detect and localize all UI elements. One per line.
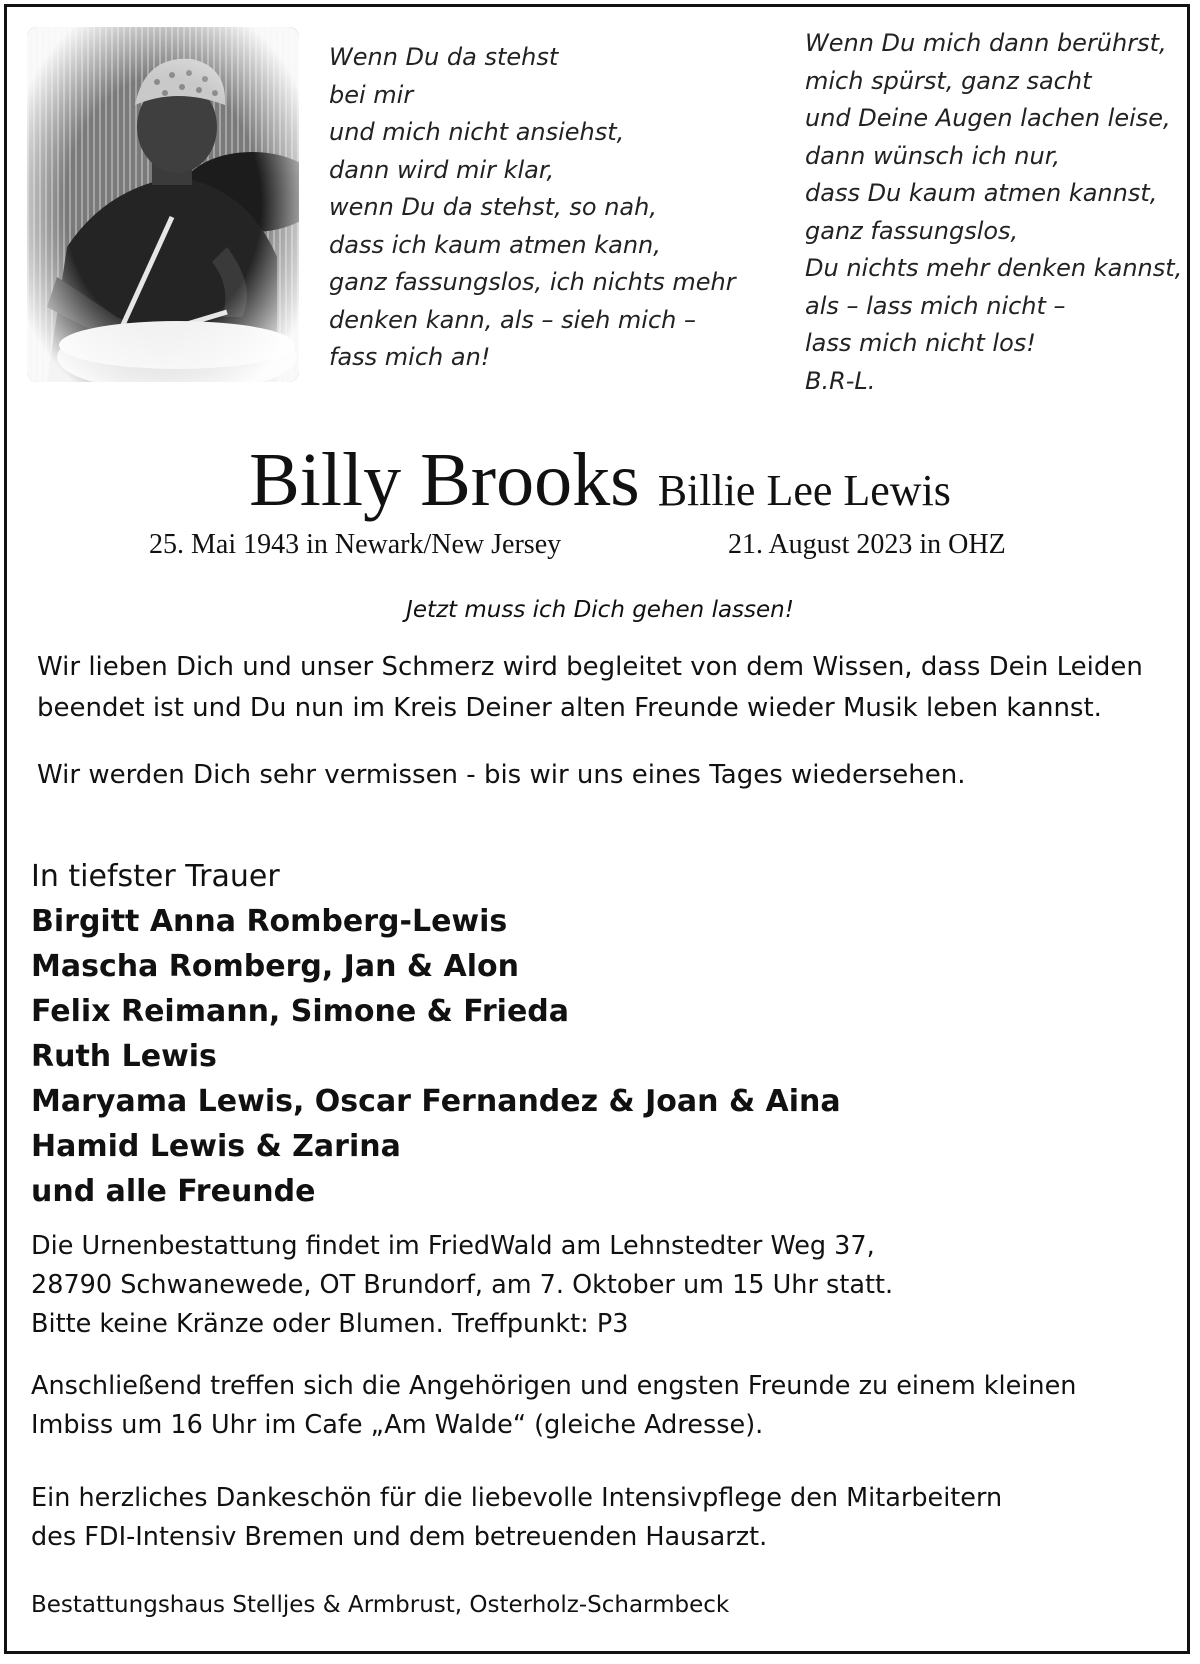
mourner-name: Ruth Lewis — [31, 1039, 217, 1074]
poem-signature: B.R-L. — [805, 366, 876, 395]
reception-line: Anschließend treffen sich die Angehörigen und engsten Freunde zu einem kleinen — [31, 1371, 1077, 1401]
poem-line: als – lass mich nicht – — [805, 291, 1066, 320]
message-paragraph-2: Wir werden Dich sehr vermissen - bis wir uns eines Tages wiedersehen. — [37, 760, 966, 790]
mourning-intro: In tiefster Trauer — [31, 859, 280, 894]
funeral-line: Die Urnenbestattung findet im FriedWald am Lehnstedter Weg 37, — [31, 1231, 875, 1261]
thanks-line: Ein herzliches Dankeschön für die liebevolle Intensivpflege den Mitarbeitern — [31, 1483, 1003, 1513]
mourner-name: Mascha Romberg, Jan & Alon — [31, 949, 519, 984]
funeral-line: 28790 Schwanewede, OT Brundorf, am 7. Oktober um 15 Uhr statt. — [31, 1270, 894, 1300]
death-date: 21. August 2023 in OHZ — [728, 529, 1006, 560]
funeral-line: Bitte keine Kränze oder Blumen. Treffpunkt: P3 — [31, 1309, 629, 1339]
birth-date: 25. Mai 1943 in Newark/New Jersey — [149, 529, 562, 560]
poem-line: fass mich an! — [329, 343, 491, 371]
poem-line: dann wird mir klar, — [329, 155, 555, 184]
mourner-name: Maryama Lewis, Oscar Fernandez & Joan & Aina — [31, 1084, 841, 1119]
mourner-name: Felix Reimann, Simone & Frieda — [31, 994, 570, 1029]
poem-line: ganz fassungslos, ich nichts mehr — [329, 268, 736, 296]
deceased-birth-name: Billie Lee Lewis — [657, 466, 951, 515]
mourner-name: Hamid Lewis & Zarina — [31, 1129, 401, 1164]
poem-line: Wenn Du mich dann berührst, — [805, 29, 1167, 57]
poem-line: lass mich nicht los! — [805, 329, 1036, 357]
thanks-line: des FDI-Intensiv Bremen und dem betreuenden Hausarzt. — [31, 1522, 768, 1552]
poem-line: bei mir — [329, 80, 414, 109]
portrait-photo — [27, 27, 299, 382]
message-line: Wir lieben Dich und unser Schmerz wird begleitet von dem Wissen, dass Dein Leiden — [37, 652, 1143, 682]
poem-right — [805, 25, 1182, 400]
message-line: beendet ist und Du nun im Kreis Deiner alten Freunde wieder Musik leben kannst. — [37, 693, 1102, 723]
reception-info — [31, 1367, 1076, 1445]
obituary-notice — [4, 4, 1190, 1654]
deceased-name: Billy Brooks — [249, 438, 640, 522]
funeral-info — [31, 1227, 893, 1344]
reception-line: Imbiss um 16 Uhr im Cafe „Am Walde“ (gleiche Adresse). — [31, 1410, 764, 1440]
poem-line: dann wünsch ich nur, — [805, 141, 1060, 170]
tagline: Jetzt muss ich Dich gehen lassen! — [406, 597, 794, 623]
message-paragraph-1 — [37, 647, 1143, 729]
poem-left — [329, 39, 736, 377]
mourners-list — [31, 899, 841, 1214]
poem-line: wenn Du da stehst, so nah, — [329, 193, 657, 221]
poem-line: denken kann, als – sieh mich – — [329, 305, 696, 334]
poem-line: mich spürst, ganz sacht — [805, 66, 1092, 95]
poem-line: und Deine Augen lachen leise, — [805, 104, 1171, 132]
thanks-note — [31, 1479, 1002, 1557]
poem-line: Wenn Du da stehst — [329, 43, 559, 71]
drummer-photo-icon — [27, 27, 299, 382]
mourner-name: und alle Freunde — [31, 1174, 316, 1209]
poem-line: Du nichts mehr denken kannst, — [805, 254, 1183, 282]
deceased-name-line — [7, 437, 1193, 524]
undertaker-name: Bestattungshaus Stelljes & Armbrust, Osterholz-Scharmbeck — [31, 1592, 730, 1618]
poem-line: dass Du kaum atmen kannst, — [805, 179, 1158, 207]
mourner-name: Birgitt Anna Romberg-Lewis — [31, 904, 508, 939]
poem-line: und mich nicht ansiehst, — [329, 118, 625, 146]
poem-line: dass ich kaum atmen kann, — [329, 230, 661, 259]
poem-line: ganz fassungslos, — [805, 216, 1019, 245]
